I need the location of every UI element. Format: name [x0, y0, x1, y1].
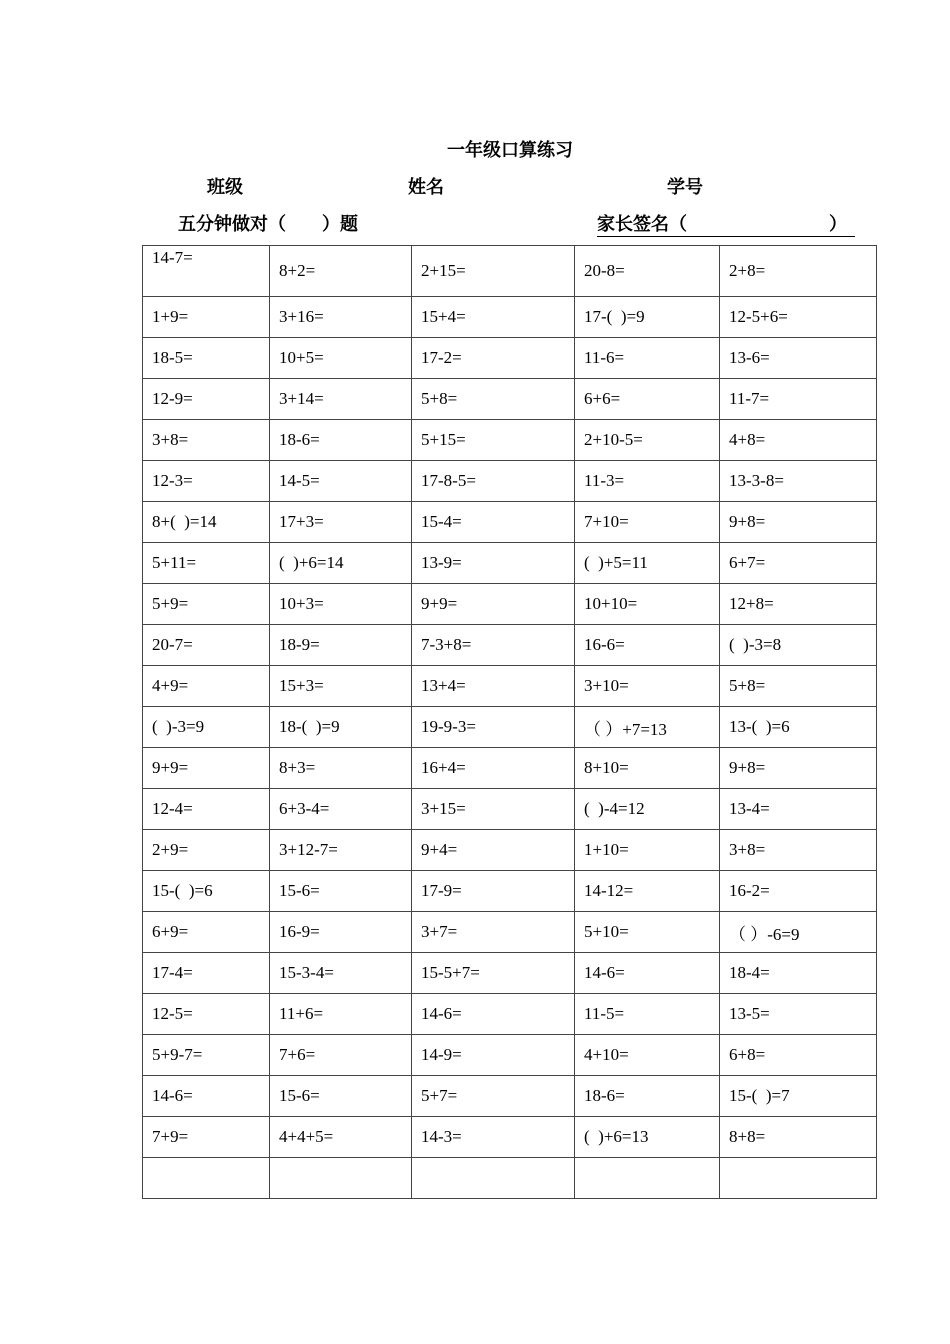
problem-cell[interactable]: 13-( )=6 [720, 707, 877, 748]
problem-cell[interactable]: 6+3-4= [270, 789, 412, 830]
table-row [143, 912, 877, 953]
problem-cell[interactable]: 6+7= [720, 543, 877, 584]
problem-cell[interactable]: 3+10= [575, 666, 720, 707]
problem-cell[interactable]: 3+8= [720, 830, 877, 871]
table-row [143, 584, 877, 625]
problem-cell[interactable]: 13-5= [720, 994, 877, 1035]
problem-cell[interactable]: 4+8= [720, 420, 877, 461]
problem-cell[interactable]: 14-6= [143, 1076, 270, 1117]
problem-cell[interactable]: 2+9= [143, 830, 270, 871]
problem-cell[interactable]: 13-4= [720, 789, 877, 830]
class-label: 班级 [207, 177, 243, 197]
problem-cell[interactable]: 2+10-5= [575, 420, 720, 461]
problem-cell[interactable]: 14-5= [270, 461, 412, 502]
problem-cell[interactable]: 5+8= [412, 379, 575, 420]
problem-cell[interactable]: 17-4= [143, 953, 270, 994]
problem-cell[interactable]: 9+9= [412, 584, 575, 625]
problem-cell[interactable]: 5+9-7= [143, 1035, 270, 1076]
table-row [143, 1117, 877, 1158]
problem-cell[interactable]: 9+9= [143, 748, 270, 789]
problem-cell[interactable]: 15-( )=6 [143, 871, 270, 912]
problem-cell[interactable]: ( )-3=8 [720, 625, 877, 666]
table-row [143, 871, 877, 912]
timed-score-label: 五分钟做对（ ）题 [178, 214, 358, 234]
problem-cell[interactable]: 1+10= [575, 830, 720, 871]
problem-cell[interactable]: 11-3= [575, 461, 720, 502]
problem-cell[interactable]: 9+8= [720, 748, 877, 789]
problem-cell[interactable]: 1+9= [143, 297, 270, 338]
problem-cell[interactable]: 3+16= [270, 297, 412, 338]
problem-cell[interactable]: 8+2= [270, 246, 412, 297]
table-row [143, 953, 877, 994]
table-row [143, 994, 877, 1035]
signature-close: ） [829, 214, 847, 234]
problem-cell[interactable] [270, 1158, 412, 1199]
problem-cell[interactable]: 12-9= [143, 379, 270, 420]
problem-cell[interactable]: 3+7= [412, 912, 575, 953]
problem-cell[interactable]: 7+10= [575, 502, 720, 543]
problem-cell[interactable]: 7+9= [143, 1117, 270, 1158]
table-row [143, 707, 877, 748]
problem-cell[interactable]: 15+3= [270, 666, 412, 707]
problem-cell[interactable]: 18-6= [270, 420, 412, 461]
problem-cell[interactable]: 15-4= [412, 502, 575, 543]
problem-cell[interactable] [412, 1158, 575, 1199]
problem-cell[interactable]: 7+6= [270, 1035, 412, 1076]
problem-cell[interactable]: 5+9= [143, 584, 270, 625]
problem-cell[interactable]: 14-7= [143, 246, 270, 297]
problem-cell[interactable]: ( )+6=13 [575, 1117, 720, 1158]
problem-cell[interactable]: 20-8= [575, 246, 720, 297]
problem-cell[interactable]: 14-6= [412, 994, 575, 1035]
problem-cell[interactable]: 13-9= [412, 543, 575, 584]
problem-cell[interactable]: ( )-3=9 [143, 707, 270, 748]
problem-cell[interactable]: ( )+5=11 [575, 543, 720, 584]
signature-label: 家长签名（ [597, 214, 687, 234]
problem-cell[interactable]: （ ）+7=13 [575, 707, 720, 748]
problem-cell[interactable]: 6+9= [143, 912, 270, 953]
problem-cell[interactable]: 17-2= [412, 338, 575, 379]
problem-cell[interactable]: 13-6= [720, 338, 877, 379]
problem-cell[interactable]: 14-9= [412, 1035, 575, 1076]
problem-cell[interactable]: 10+5= [270, 338, 412, 379]
problem-cell[interactable]: 12-3= [143, 461, 270, 502]
problem-cell[interactable]: 18-9= [270, 625, 412, 666]
problem-cell[interactable] [575, 1158, 720, 1199]
problem-cell[interactable] [720, 1158, 877, 1199]
problem-cell[interactable]: 8+( )=14 [143, 502, 270, 543]
problem-cell[interactable]: 11-6= [575, 338, 720, 379]
table-row [143, 379, 877, 420]
problem-cell[interactable]: 12-4= [143, 789, 270, 830]
table-row [143, 666, 877, 707]
problem-cell[interactable]: 4+4+5= [270, 1117, 412, 1158]
problem-cell[interactable]: 17-8-5= [412, 461, 575, 502]
problem-cell[interactable]: 2+15= [412, 246, 575, 297]
table-row [143, 297, 877, 338]
student-id-label: 学号 [667, 177, 703, 197]
table-row [143, 748, 877, 789]
problem-cell[interactable]: 17-9= [412, 871, 575, 912]
name-label: 姓名 [408, 177, 444, 197]
problem-cell[interactable]: 14-6= [575, 953, 720, 994]
problem-cell[interactable]: 14-3= [412, 1117, 575, 1158]
table-row [143, 1076, 877, 1117]
problem-cell[interactable]: 4+10= [575, 1035, 720, 1076]
problem-cell[interactable]: 11-7= [720, 379, 877, 420]
problem-cell[interactable]: 9+4= [412, 830, 575, 871]
problem-cell[interactable]: 5+10= [575, 912, 720, 953]
problem-cell[interactable]: 15-6= [270, 871, 412, 912]
problem-cell[interactable]: 3+14= [270, 379, 412, 420]
problem-cell[interactable]: 10+10= [575, 584, 720, 625]
problem-cell[interactable]: 16+4= [412, 748, 575, 789]
problem-cell[interactable]: 3+15= [412, 789, 575, 830]
problem-cell[interactable]: 8+10= [575, 748, 720, 789]
problem-cell[interactable]: 15-( )=7 [720, 1076, 877, 1117]
table-row [143, 625, 877, 666]
problem-cell[interactable]: 8+8= [720, 1117, 877, 1158]
table-row [143, 1158, 877, 1199]
problem-cell[interactable]: ( )+6=14 [270, 543, 412, 584]
table-row [143, 502, 877, 543]
problem-cell[interactable]: 11+6= [270, 994, 412, 1035]
problem-cell[interactable]: 13-3-8= [720, 461, 877, 502]
problem-cell[interactable]: （ ）-6=9 [720, 912, 877, 953]
problem-cell[interactable]: 18-5= [143, 338, 270, 379]
problem-cell[interactable]: 12-5= [143, 994, 270, 1035]
problem-cell[interactable]: 18-( )=9 [270, 707, 412, 748]
problem-cell[interactable]: 10+3= [270, 584, 412, 625]
problem-cell[interactable]: 13+4= [412, 666, 575, 707]
problem-cell[interactable]: 15-3-4= [270, 953, 412, 994]
table-row [143, 1035, 877, 1076]
problem-cell[interactable]: 5+8= [720, 666, 877, 707]
problem-cell[interactable]: 16-2= [720, 871, 877, 912]
table-row [143, 461, 877, 502]
problem-cell[interactable]: 2+8= [720, 246, 877, 297]
problem-cell[interactable]: 15-5+7= [412, 953, 575, 994]
arithmetic-table [142, 245, 877, 1199]
problem-cell[interactable]: 9+8= [720, 502, 877, 543]
problem-cell[interactable]: 5+11= [143, 543, 270, 584]
table-row [143, 246, 877, 297]
problem-cell[interactable]: 15+4= [412, 297, 575, 338]
problem-cell[interactable]: 16-6= [575, 625, 720, 666]
problem-cell[interactable]: 18-6= [575, 1076, 720, 1117]
problem-cell[interactable]: 11-5= [575, 994, 720, 1035]
problem-cell[interactable]: 5+15= [412, 420, 575, 461]
problem-cell[interactable]: 20-7= [143, 625, 270, 666]
parent-signature-field[interactable] [597, 210, 855, 237]
problem-cell[interactable]: 6+6= [575, 379, 720, 420]
table-row [143, 789, 877, 830]
problem-cell[interactable]: 3+8= [143, 420, 270, 461]
problem-cell[interactable] [143, 1158, 270, 1199]
table-row [143, 420, 877, 461]
problem-cell[interactable]: 7-3+8= [412, 625, 575, 666]
table-row [143, 830, 877, 871]
problem-cell[interactable]: ( )-4=12 [575, 789, 720, 830]
problem-cell[interactable]: 17+3= [270, 502, 412, 543]
problem-cell[interactable]: 14-12= [575, 871, 720, 912]
problem-cell[interactable]: 12+8= [720, 584, 877, 625]
problem-cell[interactable]: 17-( )=9 [575, 297, 720, 338]
table-row [143, 543, 877, 584]
problem-cell[interactable]: 18-4= [720, 953, 877, 994]
table-row [143, 338, 877, 379]
problem-cell[interactable]: 16-9= [270, 912, 412, 953]
problem-cell[interactable]: 19-9-3= [412, 707, 575, 748]
problem-cell[interactable]: 3+12-7= [270, 830, 412, 871]
problem-cell[interactable]: 8+3= [270, 748, 412, 789]
page-title: 一年级口算练习 [447, 140, 573, 160]
problem-cell[interactable]: 15-6= [270, 1076, 412, 1117]
problem-cell[interactable]: 6+8= [720, 1035, 877, 1076]
problem-cell[interactable]: 12-5+6= [720, 297, 877, 338]
problem-cell[interactable]: 4+9= [143, 666, 270, 707]
problem-cell[interactable]: 5+7= [412, 1076, 575, 1117]
